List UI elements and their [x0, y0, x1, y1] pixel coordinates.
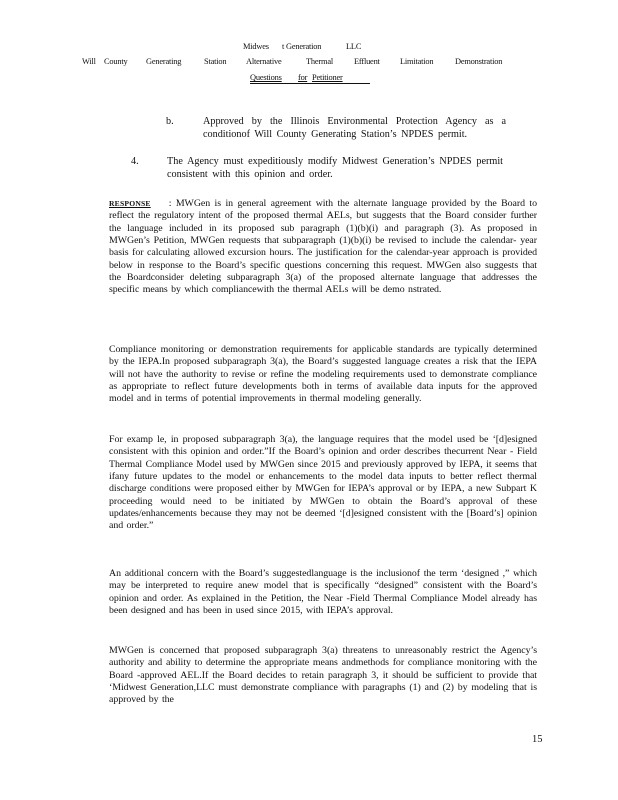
response-label: RESPONSE — [109, 199, 151, 208]
list-item-text: Approved by the Illinois Environmental Protection Agency as a conditionof Will County Generating Station’s NPDES permit. — [203, 116, 506, 141]
response-paragraph — [109, 198, 537, 297]
paragraph: For examp le, in proposed subparagraph 3(a), the language requires that the model used be ‘[d]esigned consistent with this opinion and order.”If the Board’s opinion and order describes thecurrent Near - Field Thermal Compliance Model used by MWGen since 2015 and previously approved by IEPA, it seems that ifany future updates to the model or enhancements to the model data inputs to better reflect thermal discharge conditions were proposed either by MWGen for IEPA’s approval or by IEPA, a new Subpart K proceeding would need to be initiated by MWGen to obtain the Board’s approval of these updates/enhancements because they may not be deemed ‘[d]esigned consistent with the [Board’s] opinion and order.” — [109, 434, 537, 532]
header-line2-word: Limitation — [400, 57, 434, 66]
header-line3-word: for — [298, 73, 308, 82]
header-line1-word: Midwes — [243, 42, 269, 51]
list-item — [131, 155, 503, 183]
list-item-label: b. — [166, 116, 174, 127]
header-line1-word: LLC — [346, 42, 362, 51]
paragraph: Compliance monitoring or demonstration requirements for applicable standards are typically determined by the IEPA.In proposed subparagraph 3(a), the Board’s suggested language creates a risk that the IEPA will not have the authority to revise or refine the modeling requirements used to demonstrate compliance as appropriate to reflect future developments both in terms of available data inputs for the approved model and in terms of potential improvements in thermal modeling generally. — [109, 344, 537, 405]
header-line2-word: Station — [204, 57, 227, 66]
list-item-text: The Agency must expeditiously modify Midwest Generation’s NPDES permit consistent with this opinion and order. — [167, 156, 503, 181]
page-number: 15 — [532, 734, 543, 745]
paragraph: MWGen is concerned that proposed subparagraph 3(a) threatens to unreasonably restrict the Agency’s authority and ability to determine the appropriate means andmethods for compliance monitoring with the Board -approved AEL.If the Board decides to retain paragraph 3, it should be sufficient to provide that ‘Midwest Generation,LLC must demonstrate compliance with paragraphs (1) and (2) by modeling that is approved by the — [109, 645, 537, 706]
header-line2-word: County — [104, 57, 128, 66]
header-line3-word: Petitioner — [312, 73, 343, 82]
list-item-label: 4. — [131, 156, 139, 167]
header-underline — [250, 83, 370, 84]
header-line2-word: Alternative — [246, 57, 282, 66]
header-line2-word: Will — [82, 57, 96, 66]
list-item — [166, 115, 506, 143]
header-line3-word: Questions — [250, 73, 282, 82]
header-line2-word: Thermal — [306, 57, 333, 66]
header-line1-word: t Generation — [282, 42, 322, 51]
header-line2-word: Generating — [146, 57, 182, 66]
paragraph-text: : MWGen is in general agreement with the alternate language provided by the Board to reflect the regulatory intent of the proposed thermal AELs, but suggests that the Board consider further the language included in its proposed sub paragraph (1)(b)(i) and paragraph (3). As proposed in MWGen’s Petition, MWGen requests that subparagraph (1)(b)(i) be revised to include the calendar- year basis for calculating allowed excursion hours. The justification for the calendar-year approach is provided below in response to the Board’s specific questions concerning this request. MWGen also suggests that the Boardconsider deleting subparagraph 3(a) of the proposed alternate language that addresses the specific means by which compliancewith the thermal AELs will be demo nstrated. — [109, 198, 537, 296]
header-line2-word: Demonstration — [455, 57, 503, 66]
header-line2-word: Effluent — [354, 57, 380, 66]
paragraph: An additional concern with the Board’s suggestedlanguage is the inclusionof the term ‘designed ,” which may be interpreted to require anew model that is specifically “designed” consistent with the Board’s opinion and order. As explained in the Petition, the Near -Field Thermal Compliance Model already has been designed and has been in used since 2015, with IEPA’s approval. — [109, 568, 537, 617]
